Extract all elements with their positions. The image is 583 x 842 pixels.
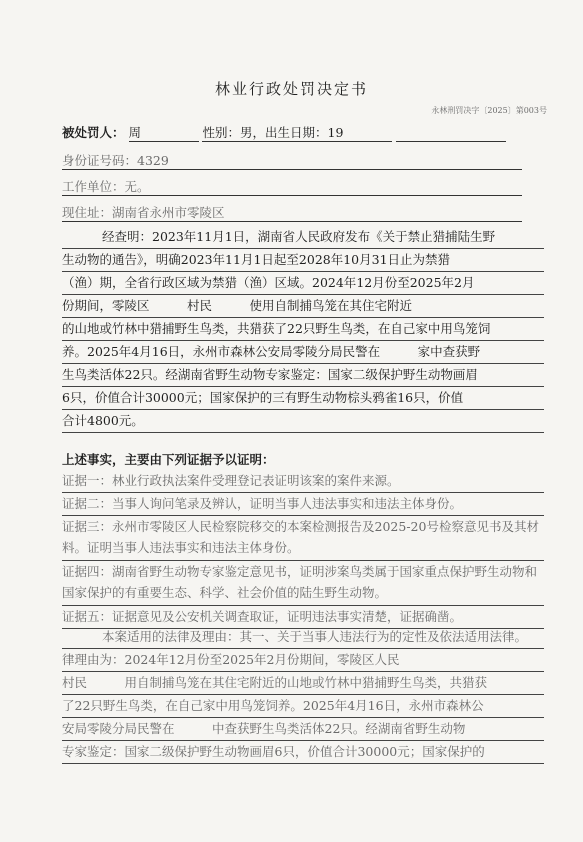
evidence-item: 证据二：当事人询问笔录及辨认，证明当事人违法事实和违法主体身份。	[62, 493, 544, 516]
id-number: 身份证号码：4329	[62, 153, 522, 170]
address-line	[62, 205, 552, 222]
party-name: 周	[129, 125, 199, 142]
facts-row: 生动物的通告》，明确2023年11月1日起至2028年10月31日止为禁猎	[62, 249, 544, 272]
work-line	[62, 179, 552, 196]
evidence-list	[62, 470, 544, 629]
evidence-heading: 上述事实，主要由下列证据予以证明：	[62, 452, 275, 467]
facts-row: 份期间，零陵区 村民 使用自制捕鸟笼在其住宅附近	[62, 295, 544, 318]
facts-row: （渔）期，全省行政区域为禁猎（渔）区域。2024年12月份至2025年2月	[62, 272, 544, 295]
document-title: 林业行政处罚决定书	[214, 80, 368, 98]
facts-row: 养。2025年4月16日，永州市森林公安局零陵分局民警在 家中查获野	[62, 341, 544, 364]
evidence-item: 证据四：湖南省野生动物专家鉴定意见书，证明涉案鸟类属于国家重点保护野生动物和国家保护的有重要生态、科学、社会价值的陆生野生动物。	[62, 561, 544, 606]
party-gender-birth: 性别：男，出生日期：19	[202, 125, 392, 142]
law-row: 专家鉴定：国家二级保护野生动物画眉6只，价值合计30000元；国家保护的	[62, 741, 544, 764]
law-paragraph	[62, 626, 544, 764]
evidence-item: 证据五：证据意见及公安机关调查取证，证明违法事实清楚，证据确凿。	[62, 606, 544, 629]
party-label: 被处罚人：	[62, 125, 125, 140]
law-row: 了22只野生鸟类，在自己家中用鸟笼饲养。2025年4月16日，永州市森林公	[62, 695, 544, 718]
evidence-item: 证据一：林业行政执法案件受理登记表证明该案的案件来源。	[62, 470, 544, 493]
law-row: 村民 用自制捕鸟笼在其住宅附近的山地或竹林中猎捕野生鸟类，共猎获	[62, 672, 544, 695]
facts-row: 6只，价值合计30000元；国家保护的三有野生动物棕头鸦雀16只，价值	[62, 387, 544, 410]
facts-row: 生鸟类活体22只。经湖南省野生动物专家鉴定：国家二级保护野生动物画眉	[62, 364, 544, 387]
party-line	[62, 125, 552, 142]
id-line	[62, 153, 552, 170]
facts-row: 经查明：2023年11月1日，湖南省人民政府发布《关于禁止猎捕陆生野	[62, 226, 544, 249]
law-row: 安局零陵分局民警在 中查获野生鸟类活体22只。经湖南省野生动物	[62, 718, 544, 741]
party-extra-blank	[396, 125, 506, 142]
facts-paragraph	[62, 226, 544, 433]
law-row: 律理由为：2024年12月份至2025年2月份期间，零陵区人民	[62, 649, 544, 672]
address: 现住址：湖南省永州市零陵区	[62, 205, 522, 222]
work-unit: 工作单位：无。	[62, 179, 522, 196]
facts-row: 合计4800元。	[62, 410, 544, 433]
law-row: 本案适用的法律及理由：其一、关于当事人违法行为的定性及依法适用法律。	[62, 626, 544, 649]
facts-row: 的山地或竹林中猎捕野生鸟类，共猎获了22只野生鸟类，在自己家中用鸟笼饲	[62, 318, 544, 341]
document-number: 永林刑罚决字〔2025〕第003号	[431, 106, 547, 115]
evidence-item: 证据三：永州市零陵区人民检察院移交的本案检测报告及2025-20号检察意见书及其材料。证明当事人违法事实和违法主体身份。	[62, 516, 544, 561]
